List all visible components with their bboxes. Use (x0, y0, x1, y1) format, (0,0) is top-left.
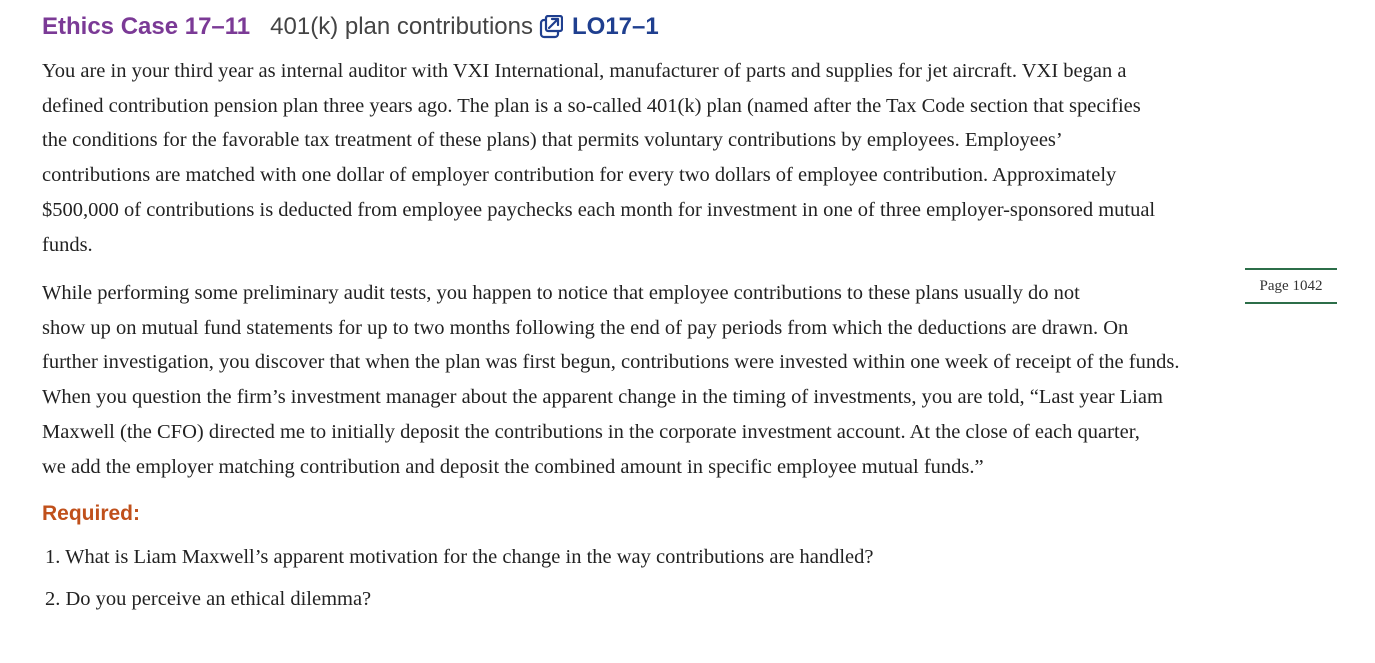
case-header (42, 10, 659, 44)
paragraph-line: $500,000 of contributions is deducted from employee paychecks each month for investment in one of three employer-sponsored mutual (42, 198, 1156, 221)
paragraph-line: the conditions for the favorable tax treatment of these plans) that permits voluntary contributions by employees. Employees’ (42, 129, 1063, 152)
paragraph-line: defined contribution pension plan three years ago. The plan is a so-called 401(k) plan (named after the Tax Code section that specifies (42, 94, 1141, 117)
case-paragraph-1 (42, 54, 1155, 262)
paragraph-line: show up on mutual fund statements for up to two months following the end of pay periods from which the deductions are drawn. On (42, 316, 1129, 339)
required-question-2: 2. Do you perceive an ethical dilemma? (45, 588, 372, 610)
paragraph-line: funds. (42, 233, 93, 256)
case-title: 401(k) plan contributions (270, 13, 533, 40)
required-question-1: 1. What is Liam Maxwell’s apparent motivation for the change in the way contributions are handled? (45, 546, 874, 568)
paragraph-line: You are in your third year as internal auditor with VXI International, manufacturer of parts and supplies for jet aircraft. VXI began a (42, 60, 1127, 82)
learning-objective-label: LO17–1 (571, 13, 659, 40)
external-link-icon[interactable] (539, 15, 563, 39)
required-heading: Required: (42, 502, 141, 525)
paragraph-line: While performing some preliminary audit tests, you happen to notice that employee contributions to these plans usually do not (42, 282, 1080, 304)
paragraph-line: we add the employer matching contribution and deposit the combined amount in specific employee mutual funds.” (42, 455, 984, 478)
paragraph-line: Maxwell (the CFO) directed me to initially deposit the contributions in the corporate investment account. At the close of each quarter, (42, 420, 1140, 443)
case-label: Ethics Case 17–11 (42, 13, 251, 40)
page-number-marker: Page 1042 (1245, 268, 1337, 304)
paragraph-line: contributions are matched with one dollar of employer contribution for every two dollars of employee contribution. Approximately (42, 164, 1117, 187)
case-paragraph-2 (42, 276, 1179, 484)
paragraph-line: When you question the firm’s investment manager about the apparent change in the timing of investments, you are told, “Last year Liam (42, 386, 1163, 409)
paragraph-line: further investigation, you discover that when the plan was first begun, contributions were invested within one week of receipt of the funds. (42, 351, 1180, 374)
